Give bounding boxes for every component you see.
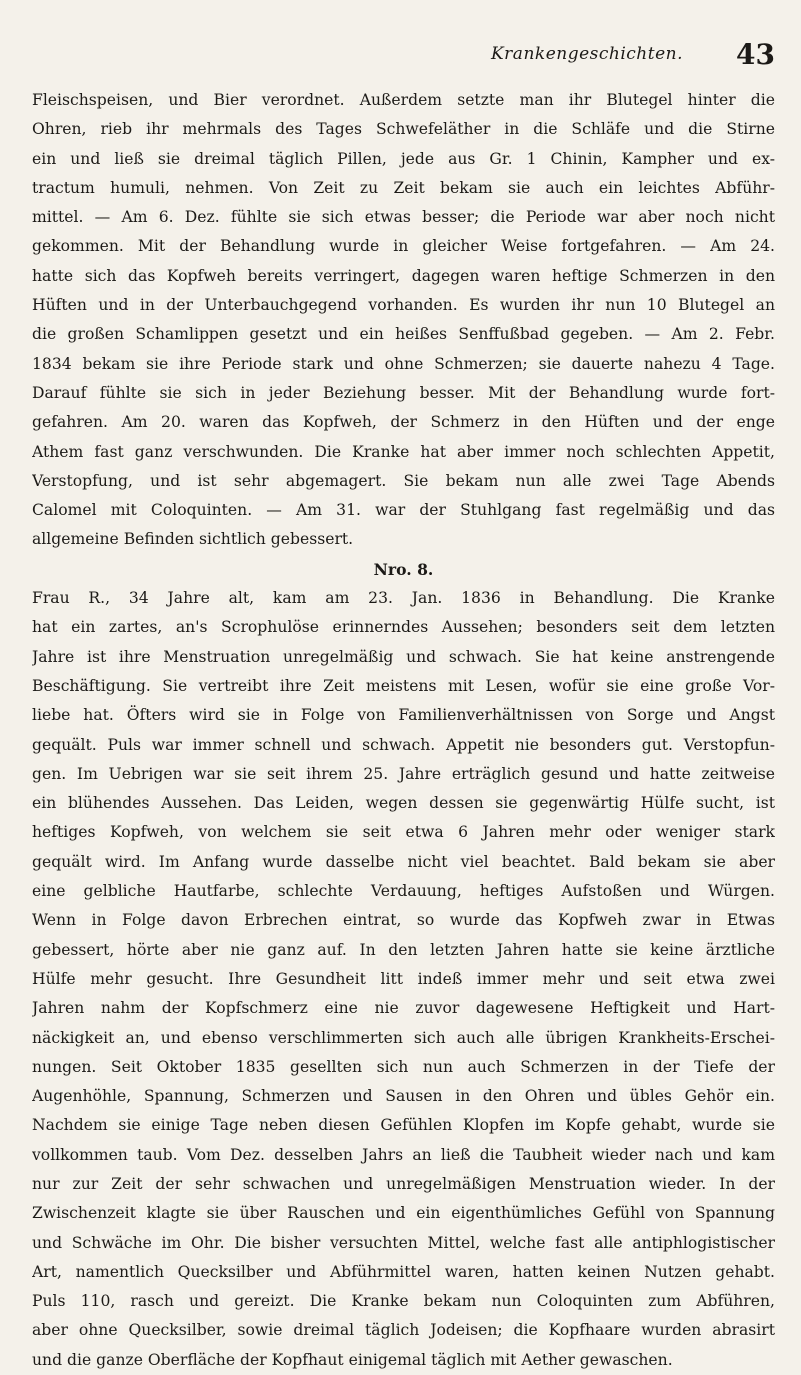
text-line: ein blühendes Aussehen. Das Leiden, wegen dessen sie gegenwärtig Hülfe sucht, ist xyxy=(32,794,775,813)
text-line: hat ein zartes, an's Scrophulöse erinnerndes Aussehen; besonders seit dem letzten xyxy=(32,618,775,637)
text-line: Puls 110, rasch und gereizt. Die Kranke bekam nun Coloquinten zum Abführen, xyxy=(32,1292,775,1311)
text-line: Hülfe mehr gesucht. Ihre Gesundheit litt indeß immer mehr und seit etwa zwei xyxy=(32,969,775,988)
body-text xyxy=(32,86,775,1375)
text-line: 1834 bekam sie ihre Periode stark und ohne Schmerzen; sie dauerte nahezu 4 Tage. xyxy=(32,354,775,373)
text-line: Fleischspeisen, und Bier verordnet. Außerdem setzte man ihr Blutegel hinter die xyxy=(32,91,775,109)
text-line: gekommen. Mit der Behandlung wurde in gleicher Weise fortgefahren. — Am 24. xyxy=(32,237,775,256)
text-line: gefahren. Am 20. waren das Kopfweh, der Schmerz in den Hüften und der enge xyxy=(32,413,775,432)
text-line: Zwischenzeit klagte sie über Rauschen und ein eigenthümliches Gefühl von Spannung xyxy=(32,1204,775,1223)
text-line: und die ganze Oberfläche der Kopfhaut einigemal täglich mit Aether gewaschen. xyxy=(32,1350,673,1369)
text-line: Frau R., 34 Jahre alt, kam am 23. Jan. 1836 in Behandlung. Die Kranke xyxy=(32,589,775,608)
text-line: Ohren, rieb ihr mehrmals des Tages Schwefeläther in die Schläfe und die Stirne xyxy=(32,120,775,139)
text-line: gequält. Puls war immer schnell und schwach. Appetit nie besonders gut. Verstopfun- xyxy=(32,735,775,754)
text-line: vollkommen taub. Vom Dez. desselben Jahrs an ließ die Taubheit wieder nach und kam xyxy=(32,1145,775,1164)
text-line: Nachdem sie einige Tage neben diesen Gefühlen Klopfen im Kopfe gehabt, wurde sie xyxy=(32,1116,775,1135)
text-line: hatte sich das Kopfweh bereits verringert, dagegen waren heftige Schmerzen in den xyxy=(32,266,775,285)
text-line: allgemeine Befinden sichtlich gebessert. xyxy=(32,530,354,549)
text-line: Verstopfung, und ist sehr abgemagert. Sie bekam nun alle zwei Tage Abends xyxy=(32,471,775,490)
text-line: liebe hat. Öfters wird sie in Folge von Familienverhältnissen von Sorge und Angst xyxy=(32,706,775,725)
case-heading: Nro. 8. xyxy=(373,559,434,579)
text-line: Calomel mit Coloquinten. — Am 31. war der Stuhlgang fast regelmäßig und das xyxy=(32,501,775,520)
text-line: aber ohne Quecksilber, sowie dreimal täglich Jodeisen; die Kopfhaare wurden abrasirt xyxy=(32,1321,775,1340)
text-line: ein und ließ sie dreimal täglich Pillen, jede aus Gr. 1 Chinin, Kampher und ex- xyxy=(32,149,775,168)
text-line: tractum humuli, nehmen. Von Zeit zu Zeit bekam sie auch ein leichtes Abführ- xyxy=(32,178,775,197)
text-line: gebessert, hörte aber nie ganz auf. In den letzten Jahren hatte sie keine ärztliche xyxy=(32,940,775,959)
text-line: gen. Im Uebrigen war sie seit ihrem 25. Jahre erträglich gesund und hatte zeitweise xyxy=(32,764,775,783)
text-line: und Schwäche im Ohr. Die bisher versuchten Mittel, welche fast alle antiphlogistischer xyxy=(32,1233,775,1252)
page-header xyxy=(0,38,775,74)
text-line: näckigkeit an, und ebenso verschlimmerten sich auch alle übrigen Krankheits-Erschei- xyxy=(32,1028,775,1047)
text-line: heftiges Kopfweh, von welchem sie seit etwa 6 Jahren mehr oder weniger stark xyxy=(32,823,775,842)
page-number: 43 xyxy=(736,38,775,71)
text-line: Athem fast ganz verschwunden. Die Kranke hat aber immer noch schlechten Appetit, xyxy=(32,442,775,461)
text-line: mittel. — Am 6. Dez. fühlte sie sich etwas besser; die Periode war aber noch nicht xyxy=(32,208,775,227)
text-line: Hüften und in der Unterbauchgegend vorhanden. Es wurden ihr nun 10 Blutegel an xyxy=(32,296,775,315)
text-line: Augenhöhle, Spannung, Schmerzen und Sausen in den Ohren und übles Gehör ein. xyxy=(32,1087,775,1106)
text-line: nungen. Seit Oktober 1835 gesellten sich nun auch Schmerzen in der Tiefe der xyxy=(32,1057,775,1076)
text-line: Jahren nahm der Kopfschmerz eine nie zuvor dagewesene Heftigkeit und Hart- xyxy=(32,999,775,1018)
text-line: Darauf fühlte sie sich in jeder Beziehung besser. Mit der Behandlung wurde fort- xyxy=(32,383,775,402)
text-line: Wenn in Folge davon Erbrechen eintrat, so wurde das Kopfweh zwar in Etwas xyxy=(32,911,775,930)
text-line: Jahre ist ihre Menstruation unregelmäßig und schwach. Sie hat keine anstrengende xyxy=(32,647,775,666)
text-line: eine gelbliche Hautfarbe, schlechte Verdauung, heftiges Aufstoßen und Würgen. xyxy=(32,882,775,901)
text-line: Art, namentlich Quecksilber und Abführmittel waren, hatten keinen Nutzen gehabt. xyxy=(32,1262,775,1281)
text-line: Beschäftigung. Sie vertreibt ihre Zeit meistens mit Lesen, wofür sie eine große Vor- xyxy=(32,676,775,695)
text-line: nur zur Zeit der sehr schwachen und unregelmäßigen Menstruation wieder. In der xyxy=(32,1174,775,1193)
text-line: die großen Schamlippen gesetzt und ein heißes Senffußbad gegeben. — Am 2. Febr. xyxy=(32,325,775,344)
text-line: gequält wird. Im Anfang wurde dasselbe nicht viel beachtet. Bald bekam sie aber xyxy=(32,852,775,871)
running-head: Krankengeschichten. xyxy=(490,44,683,64)
